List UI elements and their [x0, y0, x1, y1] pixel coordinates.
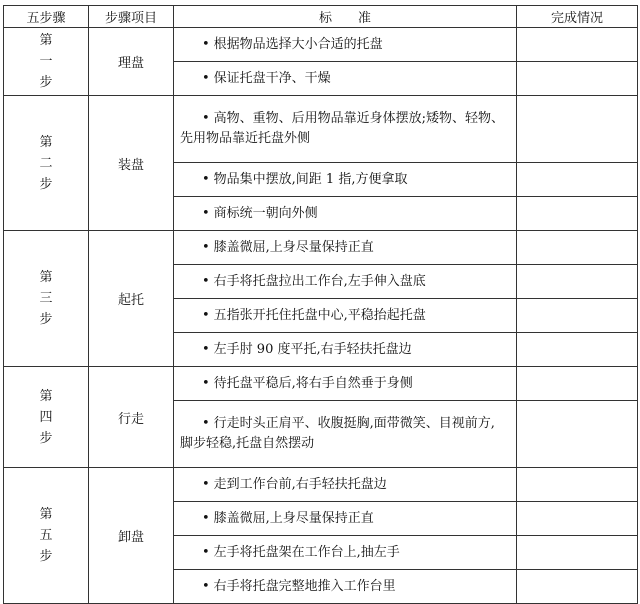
- standard-text: 先用物品靠近托盘外侧: [180, 131, 311, 146]
- standard-cell: [174, 536, 517, 570]
- header-standard: 标 准: [174, 6, 517, 28]
- standard-text: 脚步轻稳,托盘自然摆动: [180, 436, 315, 451]
- bullet-icon: •: [202, 307, 210, 323]
- step-item-cell: 装盘: [89, 96, 174, 231]
- step-char: 步: [39, 430, 53, 446]
- standard-text: 左手肘 90 度平托,右手轻扶托盘边: [213, 341, 412, 357]
- step-char: 三: [39, 291, 53, 306]
- step-number-cell: [4, 367, 89, 468]
- standard-cell: [174, 231, 517, 265]
- table-row: [4, 468, 638, 502]
- bullet-icon: •: [202, 544, 210, 560]
- completion-cell[interactable]: [517, 367, 638, 401]
- completion-cell[interactable]: [517, 468, 638, 502]
- table-row: [4, 28, 638, 62]
- standard-text: 物品集中摆放,间距 1 指,方便拿取: [213, 171, 408, 187]
- step-number-cell: [4, 468, 89, 604]
- bullet-icon: •: [202, 341, 210, 357]
- completion-cell[interactable]: [517, 265, 638, 299]
- bullet-icon: •: [202, 375, 210, 391]
- step-char: 步: [39, 75, 53, 90]
- step-char: 步: [39, 176, 53, 192]
- table-row: [4, 367, 638, 401]
- standard-cell: [174, 502, 517, 536]
- bullet-icon: •: [202, 111, 210, 126]
- completion-cell[interactable]: [517, 299, 638, 333]
- completion-cell[interactable]: [517, 62, 638, 96]
- standard-cell: [174, 197, 517, 231]
- standard-text: 行走时头正肩平、收腹挺胸,面带微笑、目视前方,: [213, 416, 495, 431]
- completion-cell[interactable]: [517, 231, 638, 265]
- completion-cell[interactable]: [517, 28, 638, 62]
- bullet-icon: •: [202, 171, 210, 187]
- standard-cell: [174, 299, 517, 333]
- service-steps-table: [3, 5, 638, 604]
- standard-cell: [174, 62, 517, 96]
- table-row: [4, 96, 638, 163]
- header-completion: 完成情况: [517, 6, 638, 28]
- standard-cell: [174, 333, 517, 367]
- step-number-cell: [4, 231, 89, 367]
- completion-cell[interactable]: [517, 96, 638, 163]
- standard-text: 膝盖微屈,上身尽量保持正直: [213, 510, 374, 526]
- bullet-icon: •: [202, 70, 210, 86]
- table-row: [4, 231, 638, 265]
- standard-text: 五指张开托住托盘中心,平稳抬起托盘: [213, 307, 426, 323]
- standard-cell: [174, 468, 517, 502]
- step-item-cell: 起托: [89, 231, 174, 367]
- step-char: 二: [39, 155, 53, 171]
- standard-text: 商标统一朝向外侧: [213, 205, 318, 221]
- completion-cell[interactable]: [517, 197, 638, 231]
- standard-text: 根据物品选择大小合适的托盘: [213, 36, 383, 52]
- step-number-cell: [4, 28, 89, 96]
- step-item-cell: 理盘: [89, 28, 174, 96]
- standard-text: 高物、重物、后用物品靠近身体摆放;矮物、轻物、: [213, 111, 505, 126]
- bullet-icon: •: [202, 578, 210, 594]
- step-char: 五: [39, 528, 53, 543]
- step-char: 步: [39, 312, 53, 327]
- standard-cell: [174, 401, 517, 468]
- step-number-cell: [4, 96, 89, 231]
- step-char: 第: [39, 507, 53, 522]
- bullet-icon: •: [202, 205, 210, 221]
- standard-text: 保证托盘干净、干燥: [213, 70, 331, 86]
- step-char: 第: [39, 134, 53, 150]
- standard-text: 右手将托盘拉出工作台,左手伸入盘底: [213, 273, 426, 289]
- bullet-icon: •: [202, 273, 210, 289]
- bullet-icon: •: [202, 476, 210, 492]
- standard-cell: [174, 28, 517, 62]
- standard-text: 右手将托盘完整地推入工作台里: [213, 578, 396, 594]
- standard-cell: [174, 265, 517, 299]
- standard-cell: [174, 163, 517, 197]
- standard-text: 膝盖微屈,上身尽量保持正直: [213, 239, 374, 255]
- standard-cell: [174, 96, 517, 163]
- standard-text: 走到工作台前,右手轻扶托盘边: [213, 476, 387, 492]
- step-char: 第: [39, 388, 53, 404]
- bullet-icon: •: [202, 36, 210, 52]
- bullet-icon: •: [202, 239, 210, 255]
- step-char: 四: [39, 409, 53, 425]
- standard-text: 待托盘平稳后,将右手自然垂于身侧: [213, 375, 413, 391]
- step-char: 一: [39, 54, 53, 69]
- step-char: 第: [39, 33, 53, 48]
- step-char: 第: [39, 270, 53, 285]
- completion-cell[interactable]: [517, 570, 638, 604]
- completion-cell[interactable]: [517, 163, 638, 197]
- completion-cell[interactable]: [517, 401, 638, 468]
- standard-cell: [174, 367, 517, 401]
- completion-cell[interactable]: [517, 333, 638, 367]
- step-item-cell: 卸盘: [89, 468, 174, 604]
- completion-cell[interactable]: [517, 502, 638, 536]
- standard-cell: [174, 570, 517, 604]
- header-step-item: 步骤项目: [89, 6, 174, 28]
- step-char: 步: [39, 549, 53, 564]
- standard-text: 左手将托盘架在工作台上,抽左手: [213, 544, 400, 560]
- header-row: [4, 6, 638, 28]
- step-item-cell: 行走: [89, 367, 174, 468]
- completion-cell[interactable]: [517, 536, 638, 570]
- header-steps: 五步骤: [4, 6, 89, 28]
- bullet-icon: •: [202, 510, 210, 526]
- bullet-icon: •: [202, 416, 210, 431]
- table-body: [4, 28, 638, 604]
